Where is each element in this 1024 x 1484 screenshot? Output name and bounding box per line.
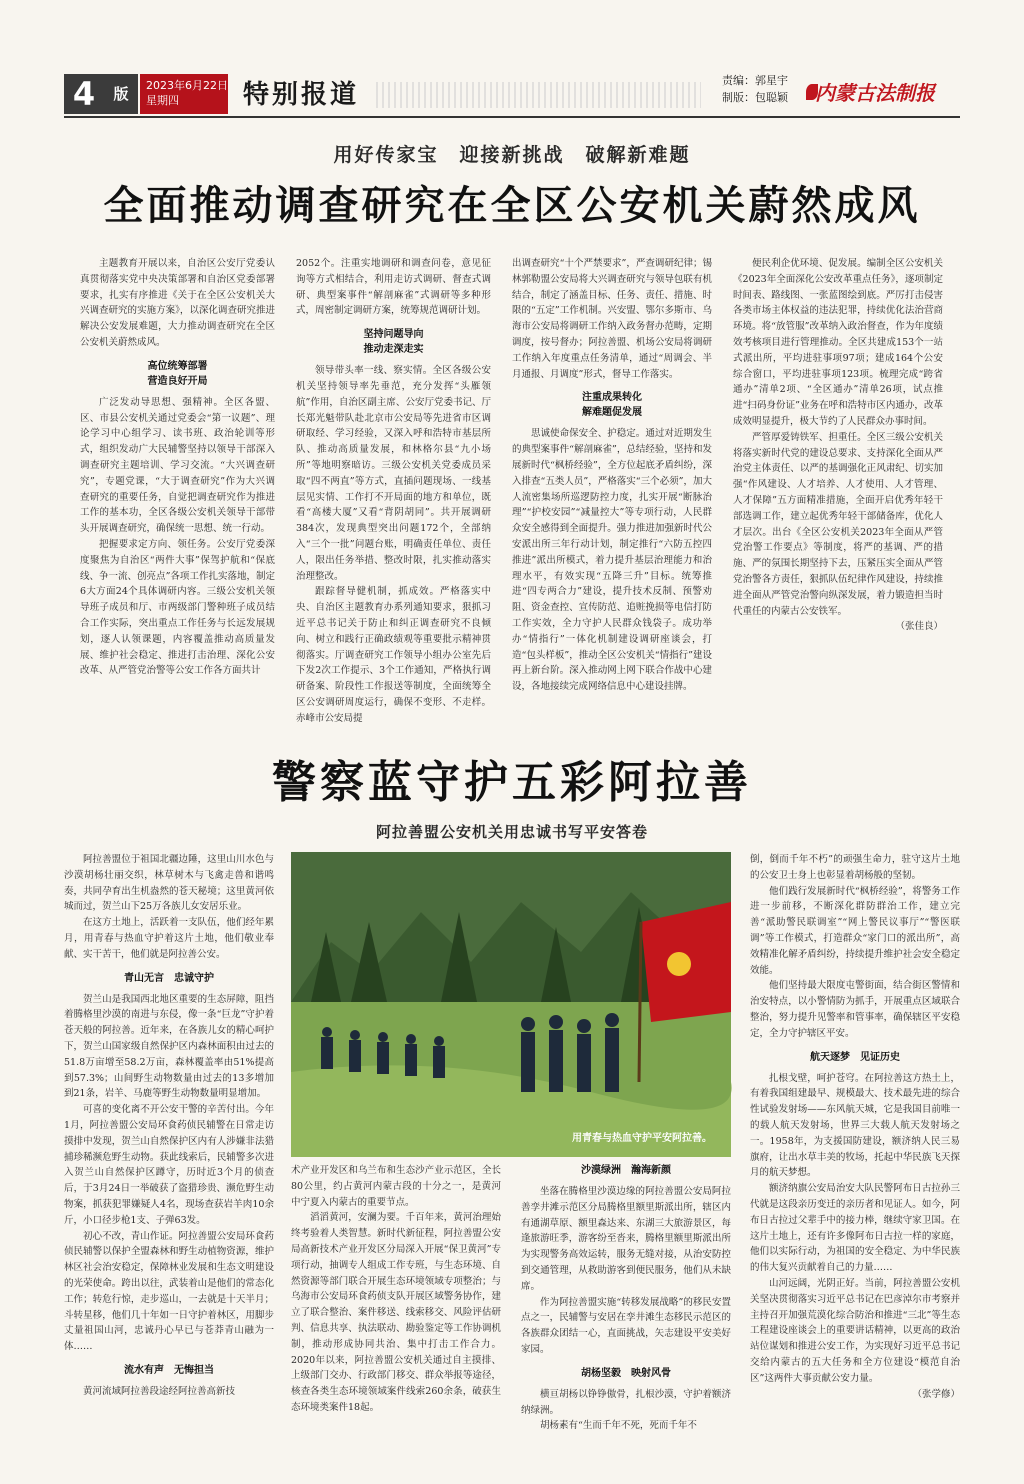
article2-subhead: 阿拉善盟公安机关用忠诚书写平安答卷	[375, 823, 648, 841]
subheading: 流水有声 无悔担当	[124, 1364, 214, 1376]
subheading: 坚持问题导向 推动走深走实	[363, 329, 424, 356]
paragraph: 广泛发动导思想、强精神。全区各盟、区、市县公安机关通过党委会“第一议题”、理论学习中心组学习、读书班、政治轮训等形式，组织发动广大民辅警坚持以领导干部深入调查研究主题培训、学习交流。“大兴调查研究”，专题党课，“大于调查研究”作为大兴调查研究的重要任务，自觉把调查研究作为推进工作的基本功，全区各级公安机关领导干部带头开展调查研究，确保统一思想、统一行动。	[80, 396, 275, 535]
article1-column-1	[80, 256, 275, 684]
paragraph: 倒，倒而千年不朽”的顽强生命力，驻守这片土地的公安卫士身上也彰显着胡杨般的坚韧。	[750, 854, 960, 881]
paragraph: 可喜的变化离不开公安干警的辛苦付出。今年1月，阿拉善盟公安局环食药侦民辅警在日常走访摸排中发现，贺兰山自然保护区内有人涉嫌非法猎捕珍稀濒危野生动物。获此线索后，民辅警多次进入贺兰山自然保护区蹲守，历时近3个月的侦查后，于3月24日一举破获了盗猎珍贵、濒危野生动物案，抓获犯罪嫌疑人4名，现场查获岩羊肉10余斤，小口径步枪1支、子弹63发。	[64, 1104, 274, 1226]
paragraph: 作为阿拉善盟实施“转移发展战略”的移民安置点之一，民辅警与安居在孪井滩生态移民示范区的各族群众团结一心，直面挑战，矢志建设平安美好家园。	[521, 1296, 731, 1355]
page-number-label: 版	[104, 74, 138, 114]
forest-scene-image	[291, 852, 731, 1157]
police-photo	[291, 852, 731, 1157]
paragraph: 跟踪督导健机制，抓成效。严格落实中央、自治区主题教育办系列通知要求，狠抓习近平总书记关于防止和纠正调查研究不良倾向、树立和践行正确政绩观等重要批示精神贯彻落实。厅调查研究工作领导小组办公室先后下发2次工作提示、3个工作通知，严格执行调研备案、阶段性工作报送等制度，全面统筹全区公安调研周度运行，确保不变形、不走样。赤峰市公安局提	[296, 586, 491, 724]
subheading: 航天逐梦 见证历史	[810, 1051, 900, 1063]
paragraph: 额济纳旗公安局治安大队民警阿布日古拉孙三代就是这段亲历变迁的亲历者和见证人。如今，阿布日古拉过父辈手中的接力棒，继续守家卫国。在这片土地上，还有许多像阿布日古拉一样的家庭，他们以实际行动，为祖国的安全稳定、为中华民族的伟大复兴贡献着自己的力量……	[750, 1183, 960, 1274]
subheading: 高位统筹部署 营造良好开局	[147, 360, 208, 387]
editor-name: 责编：郭星宇	[722, 74, 788, 87]
paragraph: 术产业开发区和乌兰布和生态沙产业示范区，全长80公里，约占黄河内蒙古段的十分之一，是黄河中宁夏入内蒙古的重要节点。	[291, 1165, 501, 1208]
subheading: 注重成果转化 解难题促发展	[582, 392, 642, 419]
paragraph: 他们践行发展新时代“枫桥经验”，将警务工作进一步前移，不断深化群防群治工作，建立完善“派助警民联调室”“网上警民议事厅”“警医联调”等工作模式，打造群众“家门口的派出所”，高效精准化解矛盾纠纷，持续提升维护社会安全稳定效能。	[750, 885, 960, 976]
subheading: 青山无言 忠诚守护	[124, 972, 214, 984]
article2-column-4	[750, 852, 960, 1472]
paragraph: 阿拉善盟位于祖国北疆边陲，这里山川水色与沙漠胡杨壮丽交织，林草树木与飞禽走兽和谐鸣奏，共同孕育出生机盎然的苍天秘境；这里黄河依城而过，贺兰山下25万各族儿女安居乐业。	[64, 854, 274, 913]
paragraph: 严管厚爱铸铁军、担重任。全区三级公安机关将落实新时代党的建设总要求、支持深化全面从严治党主体责任、以严的基调强化正风肃纪、切实加强“作风建设、人才培养、人才使用、人才管理、人才保障”五方面精准措施，全面开启优秀年轻干部选调工作，建立起优秀年轻干部储备库，优化人才层次。出台《全区公安机关2023年全面从严管党治警工作要点》等制度，将严的基调、严的措施、严的氛围长期坚持下去，压紧压实全面从严管党治警各方责任，狠抓队伍纪律作风建设，持续推进全面从严管党治警向纵深发展，着力锻造担当时代重任的内蒙古公安铁军。	[733, 431, 943, 617]
paragraph: 黄河流域阿拉善段途经阿拉善高新技	[83, 1385, 236, 1397]
article1-kicker: 用好传家宝 迎接新挑战 破解新难题	[333, 144, 691, 166]
header-rule	[64, 116, 960, 118]
article1-author: （张佳良）	[895, 621, 943, 633]
producer-name: 制版：包聪颖	[722, 91, 788, 104]
article2-column-1	[64, 852, 274, 1472]
subheading: 胡杨坚毅 映射风骨	[581, 1367, 671, 1379]
paragraph: 领导带头率一线、察实情。全区各级公安机关坚持领导率先垂范，充分发挥“头雁领航”作用，自治区副主席、公安厅党委书记、厅长郑光魁带队赴北京市公安局等先进省市区调研取经、学习经验，又深入呼和浩特市基层所队、推动高质量发展，和林格尔县“九小场所”等地明察暗访。三级公安机关党委成员采取“四不两直”等方式，直插问题现场、一线基层见实情、工作打不开局面的地方和单位，既看“高楼大厦”又看“背阴胡同”。共开展调研384次，发现典型突出问题172个，全部纳入“三个一批”问题台账，明确责任单位、责任人，限出任务举措、整改时限，扎实推动落实治理整改。	[296, 365, 491, 582]
paragraph: 把握要求定方向、领任务。公安厅党委深度聚焦为自治区“两件大事”保驾护航和“保底线、争一流、创亮点”各项工作扎实落地，制定6大方面24个具体调研内容。三级公安机关领导班子成员和厅、市两级部门警种班子成员结合工作实际，突出重点工作任务与长远发展规划，逐人认领课题，内容覆盖推动高质量发展、维护社会稳定、推进打击治理、深化公安改革、从严管党治警等公安工作各方面共计	[80, 538, 275, 677]
paragraph: 扎根戈壁，呵护苍穹。在阿拉善这方热土上，有着我国组建最早、规模最大、技术最先进的综合性试验发射场——东风航天城，它是我国目前唯一的载人航天发射场，世界三大载人航天发射场之一。1958年，为支援国防建设，额济纳人民三易旗府，让出水草丰美的牧场，托起中华民族飞天探月的航天梦想。	[750, 1072, 960, 1179]
photo-caption: 用青春与热血守护平安阿拉善。	[572, 1133, 712, 1144]
paragraph: 贺兰山是我国西北地区重要的生态屏障，阻挡着腾格里沙漠的南进与东侵，像一条“巨龙”守护着苍天般的阿拉善。近年来，在各族儿女的精心呵护下，贺兰山国家级自然保护区内森林面积由过去的51.8万亩增至58.2万亩，森林覆盖率由51%提高到57.3%；山间野生动物数量由过去的13多增加到21条，岩羊、马鹿等野生动物数量明显增加。	[64, 993, 274, 1100]
paragraph: 2052个。注重实地调研和调查问卷，意见征询等方式相结合，利用走访式调研、督查式调研、典型案事件“解剖麻雀”式调研等多种形式，周密制定调研方案，统筹规范调研计划。	[296, 258, 491, 317]
paragraph: 在这方土地上，活跃着一支队伍，他们经年累月，用青春与热血守护着这片土地，他们敬业奉献、实干苦干，他们就是阿拉善公安。	[64, 917, 274, 960]
article2-column-2	[291, 1163, 501, 1473]
section-title: 特别报道	[243, 80, 360, 110]
paragraph: 初心不改，青山作证。阿拉善盟公安局环食药侦民辅警以保护全盟森林和野生动植物资源，维护林区社会治安稳定，保障林业发展和生态文明建设的光荣使命。跨出以往，武装着山是他们的常态化工作；转危行惊，走步巡山，一去就是十天半月；斗转星移，他们几十年如一日守护着林区，用脚步丈量祖国山河，忠诚丹心早已与苍莽青山融为一体……	[64, 1230, 274, 1353]
paragraph: 出调查研究“十个严禁要求”，严查调研纪律；锡林郭勒盟公安局将大兴调查研究与领导包联有机结合，制定了涵盖目标、任务、责任、措施、时限的“五定”工作机制。兴安盟、鄂尔多斯市、乌海市公安局将调研工作纳入政务督办范畴，定期调度，按号督办；阿拉善盟、机场公安局将调研工作纳入年度重点任务清单，通过“周调会、半月通报、月调度”形式，督导工作落实。	[512, 258, 712, 380]
article2-headline: 警察蓝守护五彩阿拉善	[272, 757, 752, 808]
paragraph: 思诚使命保安全、护稳定。通过对近期发生的典型案事件“解剖麻雀”，总结经验，坚持和发展新时代“枫桥经验”，全方位起底矛盾纠纷，深入排查“五类人员”，严格落实“三个必须”，加大人流密集场所巡逻防控力度，扎实开展“断脉治理”“护校安园”“减量控大”等专项行动，人民群众安全感得到全面提升。强力推进加强新时代公安派出所三年行动计划，制定推行“六防五控四推进”派出所模式，着力提升基层治理能力和治理水平，有效实现“五降三升”目标。统筹推进“四专两合力”建设，提升技术反制、预警劝阻、资金查控、宣传防范、追赃挽损等电信打防工作实效，全力守护人民群众钱袋子。成功举办“情指行”一体化机制建设调研座谈会，打造“包头样板”，推动全区公安机关“情指行”建设再上新台阶。深入推动网上网下联合作战中心建设，各地接续完成网络信息中心建设挂牌。	[512, 428, 712, 693]
article1-column-2	[296, 256, 491, 724]
paragraph: 横亘胡杨以铮铮傲骨，扎根沙漠，守护着额济纳绿洲。	[521, 1388, 731, 1416]
page-number: 4	[64, 74, 104, 114]
paragraph: 坐落在腾格里沙漠边缘的阿拉善盟公安局阿拉善孪井滩示范区分局腾格里额里斯派出所，辖区内有通湖草原、额里森达来、东湖三大旅游景区，每逢旅游旺季，游客纷至沓来，腾格里额里斯派出所为实现警务高效运转，服务无缝对接，从治安防控到交通管理，从救助游客到便民服务，他们从未缺席。	[521, 1186, 731, 1292]
date-box	[140, 74, 228, 114]
article1-headline: 全面推动调查研究在全区公安机关蔚然成风	[103, 182, 921, 229]
article2-column-3	[521, 1163, 731, 1473]
issue-date: 2023年6月22日	[146, 79, 228, 92]
paragraph: 滔滔黄河，安澜为要。千百年来，黄河治理始终考验着人类智慧。新时代新征程，阿拉善盟公安局高新技术产业开发区分局深入开展“保卫黄河”专项行动，抽调专人组成工作专班，与生态环境、自然资源等部门联合开展生态环境领域专项整治；与乌海市公安局环食药侦支队开展区域警务协作，建立了联合整治、案件移送、线索移交、风险评估研判、信息共享、执法联动、勘验鉴定等工作协调机制，推动形成协同共治、集中打击工作合力。2020年以来，阿拉善盟公安机关通过自主摸排、上级部门交办、行政部门移交、群众举报等途径，核查各类生态环境领域案件线索260余条，破获生态环境类案件18起。	[291, 1212, 501, 1413]
editor-credits	[722, 72, 788, 106]
paragraph: 主题教育开展以来，自治区公安厅党委认真贯彻落实党中央决策部署和自治区党委部署要求，扎实有序推进《关于在全区公安机关大兴调查研究的实施方案》，以深化调查研究推进解决公安发展难题，大力推动调查研究在全区公安机关蔚然成风。	[80, 258, 275, 348]
newspaper-logo: 内蒙古法制报	[815, 81, 935, 105]
paragraph: 便民利企优环境、促发展。编制全区公安机关《2023年全面深化公安改革重点任务》，逐项制定时间表、路线图、一张蓝图绘到底。严厉打击侵害各类市场主体权益的违法犯罪，持续优化法治营商环境。将“放管服”改革纳入政治督查，作为年度绩效考核项目进行管理推动。全区共建成153个一站式派出所，平均进驻事项97项；建成164个公安综合窗口，平均进驻事项123项。梳理完成“跨省通办”清单2项、“全区通办”清单26项，试点推进“扫码身份证”业务在呼和浩特市区内通办，改革成效明显提升，极大节约了人民群众办事时间。	[733, 258, 943, 427]
subheading: 沙漠绿洲 瀚海新颜	[581, 1165, 671, 1176]
article2-author: （张学修）	[912, 1388, 960, 1400]
header-decoration	[376, 82, 701, 108]
article1-column-3	[512, 256, 712, 693]
paragraph: 他们坚持最大限度屯警街面，结合街区警情和治安特点，以小警情防为抓手，开展重点区域联合整治，努力提升见警率和管事率，确保辖区平安稳定，全力守护辖区平安。	[750, 980, 960, 1039]
article1-column-4	[733, 256, 943, 684]
issue-weekday: 星期四	[146, 94, 179, 107]
paragraph: 胡杨素有“生而千年不死，死而千年不	[540, 1420, 697, 1432]
paragraph: 山河远阔，光阴正好。当前，阿拉善盟公安机关坚决贯彻落实习近平总书记在巴彦淖尔市考察并主持召开加强荒漠化综合防治和推进“三北”等生态工程建设座谈会上的重要讲话精神，以更高的政治站位谋划和推进公安工作，为实现好习近平总书记交给内蒙古的五大任务和全方位建设“模范自治区”这两件大事贡献公安力量。	[750, 1277, 960, 1384]
